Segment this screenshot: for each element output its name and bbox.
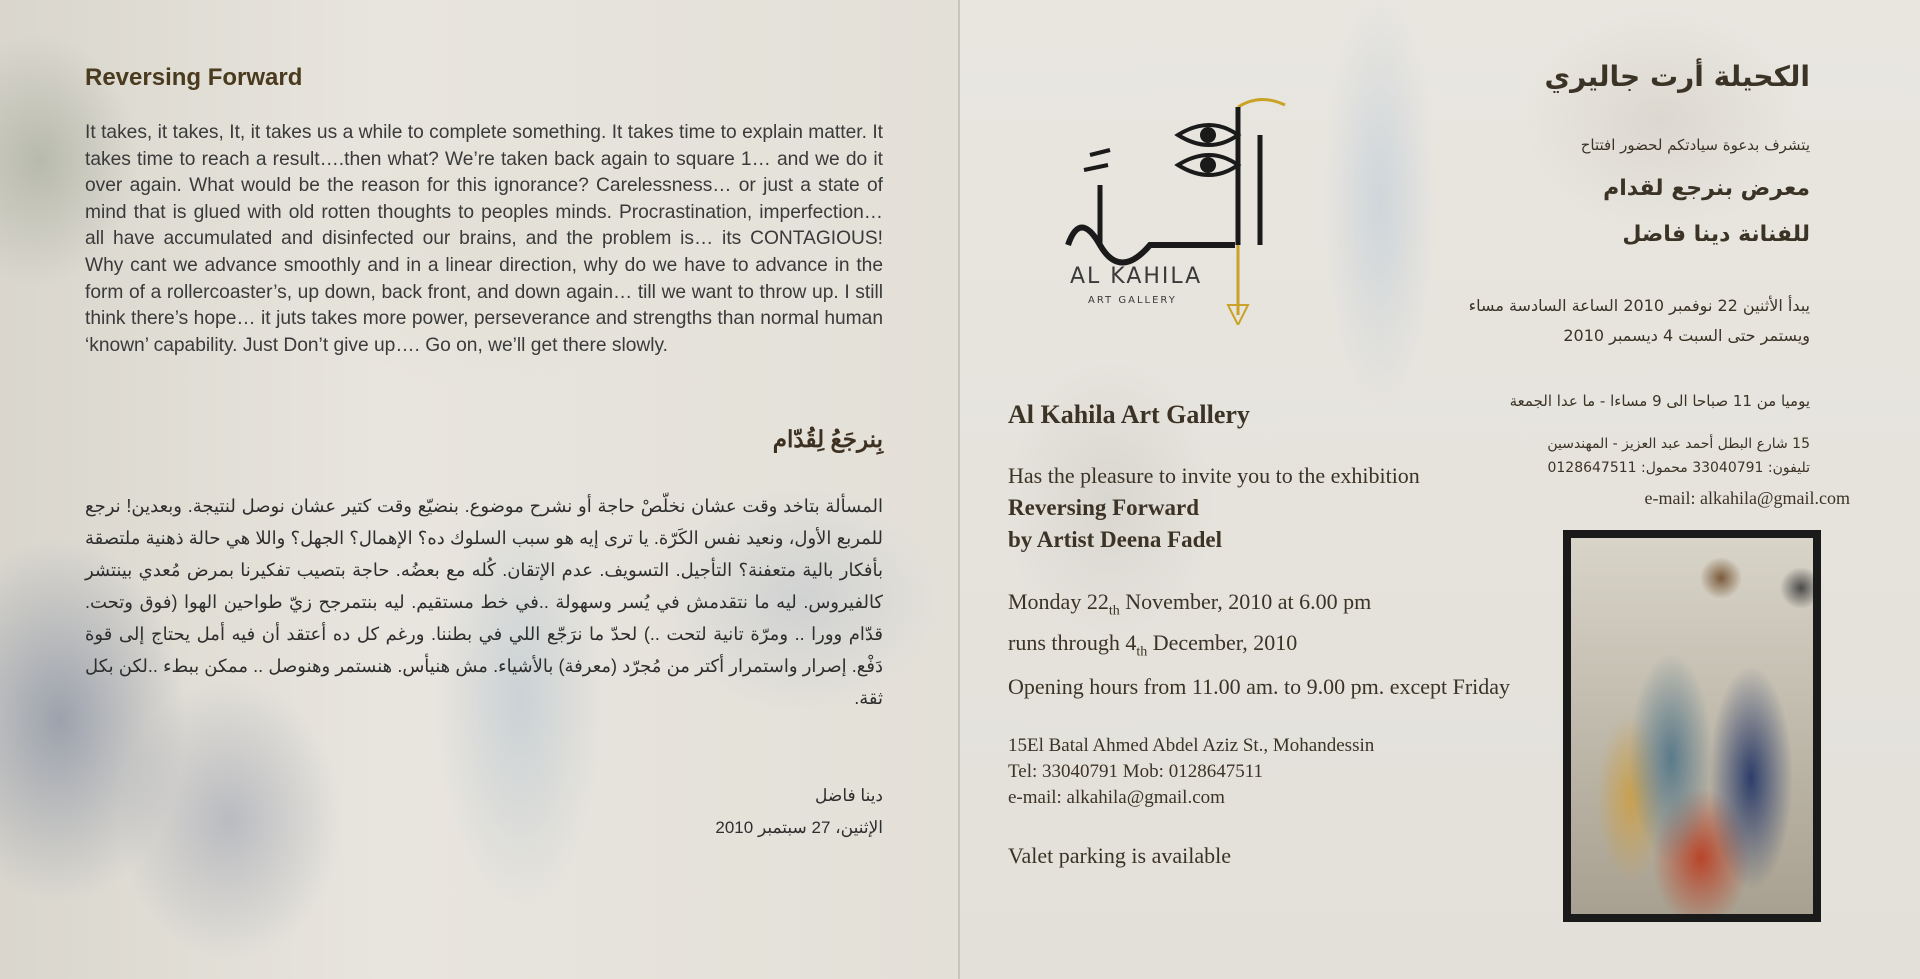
arabic-opening-date: يبدأ الأثنين 22 نوفمبر 2010 الساعة السادسة مساء xyxy=(1468,296,1810,315)
invitation-block xyxy=(1008,460,1568,556)
closing-date: runs through $4_{th}$ December, 2010 xyxy=(1008,630,1298,660)
gallery-name: Al Kahila Art Gallery xyxy=(1008,400,1250,429)
email: e-mail: alkahila@gmail.com xyxy=(1008,787,1225,808)
english-title: Reversing Forward xyxy=(85,64,303,91)
english-statement: It takes, it takes, It, it takes us a while to complete something. It takes time to explain matter. It takes time to reach a result….then what? We’re taken back again to square 1… and we do it over again. What would be the reason for this ignorance? Carelessness… or just a state of mind that is glued with old rotten thoughts to peoples minds. Procrastination, imperfection… all have accumulated and disinfected our brains, and the problem is… its CONTAGIOUS! Why cant we advance smoothly and in a linear direction, why do we have to advance in the form of a rollercoaster’s, up down, back front, and down again… till we want to throw up. I still think there’s hope… it juts takes more power, perseverance and strengths than normal human ‘known’ capability. Just Don’t give up…. Go on, we’ll get there slowly. xyxy=(85,122,883,356)
gallery-logo xyxy=(1060,95,1300,325)
phones: Tel: 33040791 Mob: 0128647511 xyxy=(1008,761,1263,782)
opening-date: Monday $22_{th}$ November, 2010 at 6.00 pm xyxy=(1008,589,1372,619)
exhibition-name: Reversing Forward xyxy=(1008,495,1199,520)
address: 15El Batal Ahmed Abdel Aziz St., Mohandessin xyxy=(1008,735,1375,756)
arabic-address: 15 شارع البطل أحمد عبد العزيز - المهندسين xyxy=(1547,436,1810,452)
arabic-artist: للفنانة دينا فاضل xyxy=(1622,222,1810,247)
arabic-closing-date: ويستمر حتى السبت 4 ديسمبر 2010 xyxy=(1563,326,1810,345)
arabic-phones: تليفون: 33040791 محمول: 0128647511 xyxy=(1547,460,1810,476)
artist-name: by Artist Deena Fadel xyxy=(1008,527,1223,552)
logo-sub-text: ART GALLERY xyxy=(1088,295,1177,306)
arabic-hours: يوميا من 11 صباحا الى 9 مساءا - ما عدا الجمعة xyxy=(1509,392,1810,410)
arabic-exhibition: معرض بنرجع لقدام xyxy=(1603,176,1810,201)
signature-date: الإثنين، 27 سبتمبر 2010 xyxy=(715,818,883,837)
arabic-gallery-name: الكحيلة أرت جاليري xyxy=(1544,60,1810,93)
contact-block xyxy=(1008,733,1374,811)
opening-hours: Opening hours from 11.00 am. to 9.00 pm. except Friday xyxy=(1008,674,1511,699)
signature-name: دينا فاضل xyxy=(815,786,883,805)
logo-en-text: AL KAHILA xyxy=(1070,264,1203,289)
invitation-text: Has the pleasure to invite you to the exhibition xyxy=(1008,463,1420,488)
arabic-email: e-mail: alkahila@gmail.com xyxy=(1644,488,1850,508)
valet-note: Valet parking is available xyxy=(1008,843,1231,868)
arabic-statement: المسألة بتاخد وقت عشان نخلّصْ حاجة أو نشرح موضوع. بنضيّع وقت كتير عشان نوصل لنتيجة. وبعدين! نرجع للمربع الأول، ونعيد نفس الكَرّة. يا ترى إيه هو سبب السلوك ده؟ الإهمال؟ الجهل؟ واللا هي حالة ذهنية ملتصقة بأفكار بالية متعفنة؟ التأجيل. التسويف. عدم الإتقان. كُله مع بعضُه. حاجة بتصيب تفكيرنا بمرض مُعدي بينتشر كالفيروس. ليه ما نتقدمش في يُسر وسهولة ..في خط مستقيم. ليه بنتمرجح زيّ طواحين الهوا (فوق وتحت. قدّام وورا .. ومرّة تانية لتحت ..) لحدّ ما نرَجّع اللي في بطننا. ورغم كل ده أعتقد أن فيه أمل يحتاج إلى قوة دَفْع. إصرار واستمرار أكتر من مُجرّد (معرفة) بالأشياء. مش هنيأس. هنستمر وهنوصل .. ممكن ببطء ..لكن بكل ثقة. xyxy=(85,496,883,708)
arabic-signature xyxy=(715,780,883,844)
arabic-invitation: يتشرف بدعوة سيادتكم لحضور افتتاح xyxy=(1580,136,1810,154)
artwork-image xyxy=(1563,530,1821,922)
right-page xyxy=(960,0,1920,979)
dates-block xyxy=(1008,586,1371,669)
arabic-title: بِنرجَعُ لِقُدّام xyxy=(772,426,883,452)
